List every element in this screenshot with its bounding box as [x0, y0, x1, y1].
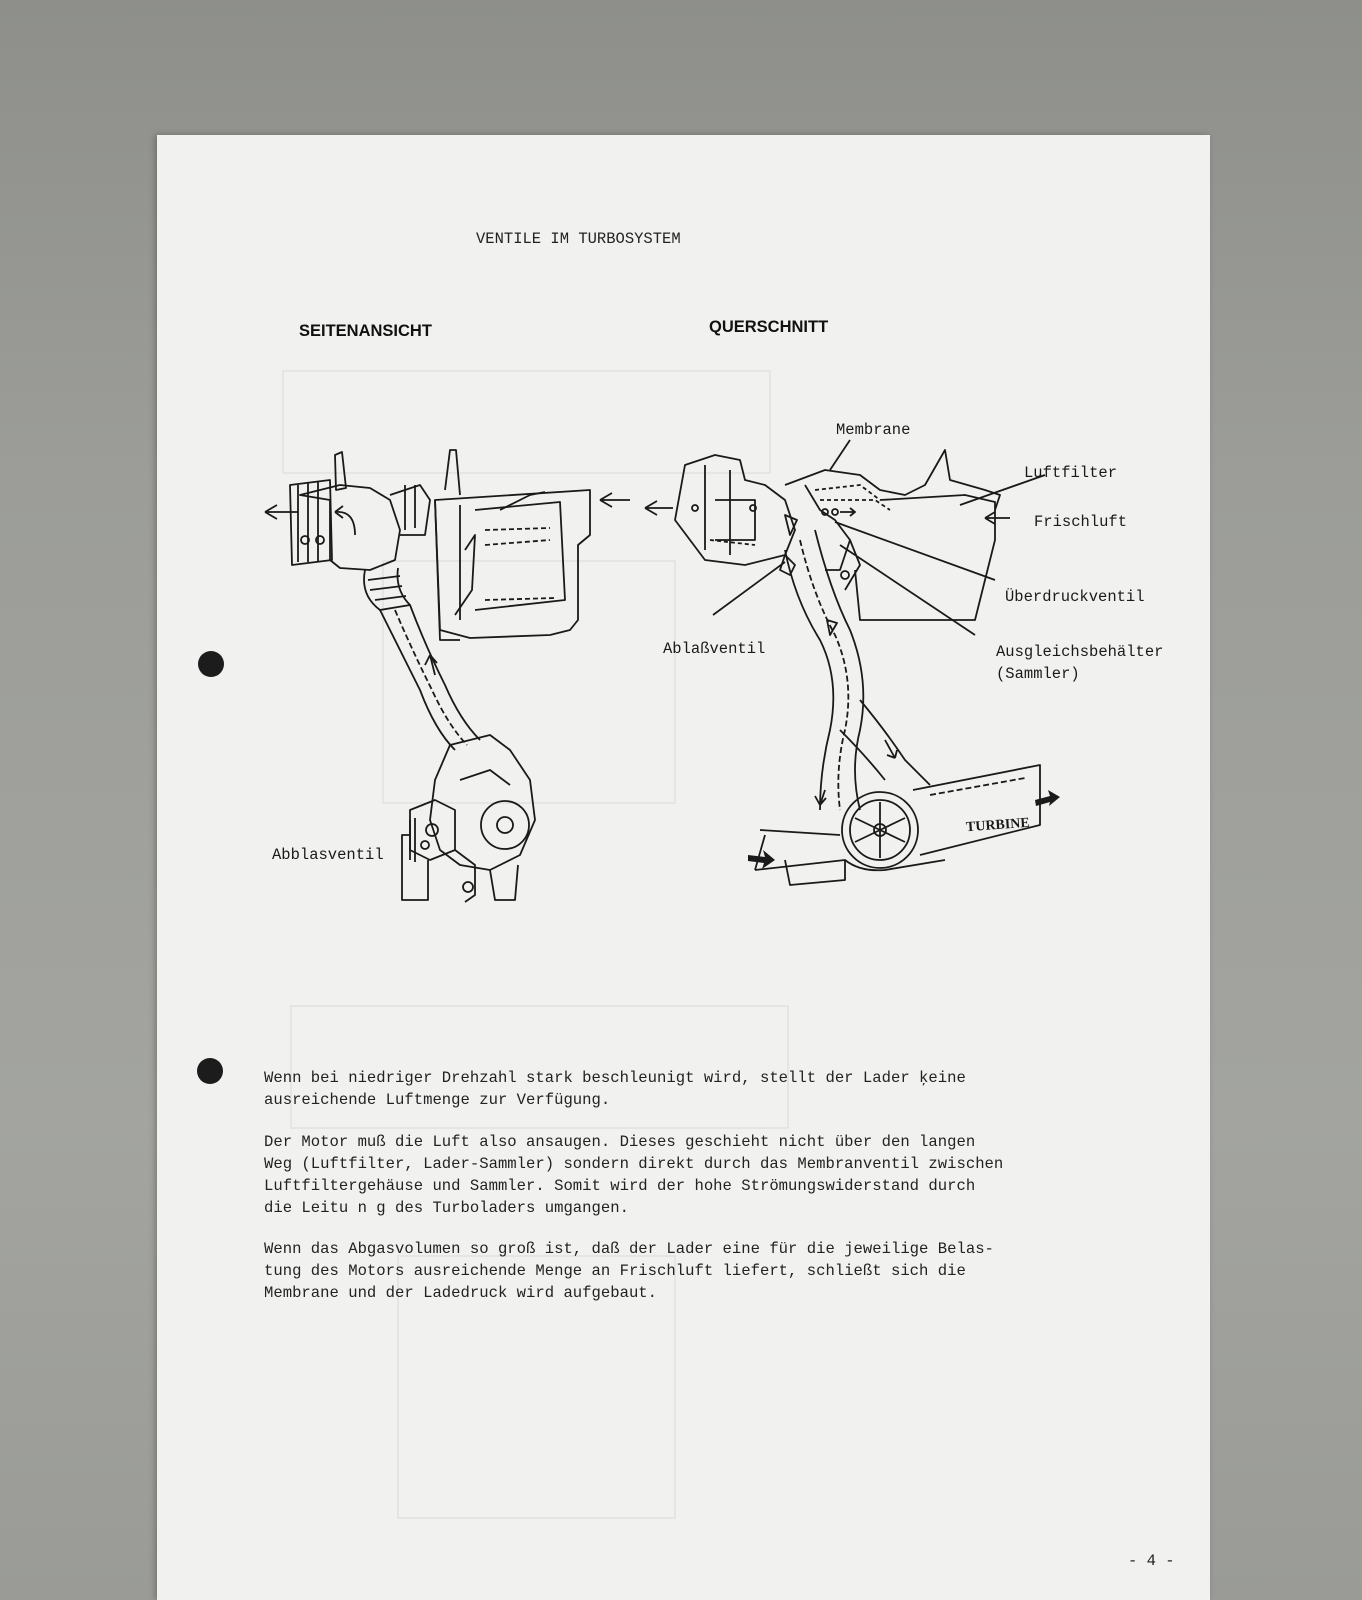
paragraph-line: Wenn das Abgasvolumen so groß ist, daß der Lader eine für die jeweilige Belas-	[264, 1240, 994, 1258]
paragraph-line: die Leitu n g des Turboladers umgangen.	[264, 1199, 629, 1217]
label-ablassventil: Ablaßventil	[663, 640, 766, 658]
side-view-heading: SEITENANSICHT	[299, 322, 432, 340]
page-number: - 4 -	[1128, 1552, 1175, 1570]
label-ueberdruckventil: Überdruckventil	[1005, 588, 1145, 606]
label-frischluft: Frischluft	[1034, 513, 1128, 531]
punch-hole	[198, 651, 224, 677]
label-luftfilter: Luftfilter	[1024, 464, 1118, 482]
label-turbine: TURBINE	[965, 815, 1031, 836]
paragraph-line: ausreichende Luftmenge zur Verfügung.	[264, 1091, 611, 1109]
paragraph-line: Weg (Luftfilter, Lader-Sammler) sondern direkt durch das Membranventil zwischen	[264, 1155, 1004, 1173]
cross-section-heading: QUERSCHNITT	[709, 318, 829, 336]
paragraph-line: Luftfiltergehäuse und Sammler. Somit wird der hohe Strömungswiderstand durch	[264, 1177, 976, 1195]
page-title: VENTILE IM TURBOSYSTEM	[476, 230, 681, 248]
label-abblasventil: Abblasventil	[272, 846, 384, 864]
punch-hole	[197, 1058, 223, 1084]
label-sammler: (Sammler)	[996, 665, 1080, 683]
label-ausgleichsbehaelter: Ausgleichsbehälter	[996, 643, 1164, 661]
paragraph-line: tung des Motors ausreichende Menge an Frischluft liefert, schließt sich die	[264, 1262, 966, 1280]
paragraph-line: Membrane und der Ladedruck wird aufgebaut.	[264, 1284, 658, 1302]
paragraph-line: Der Motor muß die Luft also ansaugen. Dieses geschieht nicht über den langen	[264, 1133, 976, 1151]
paragraph-line: Wenn bei niedriger Drehzahl stark beschleunigt wird, stellt der Lader ķeine	[264, 1069, 966, 1087]
paragraph-2	[264, 1131, 1003, 1219]
paragraph-3	[264, 1238, 994, 1304]
paragraph-1	[264, 1067, 966, 1111]
label-membrane: Membrane	[836, 421, 911, 439]
